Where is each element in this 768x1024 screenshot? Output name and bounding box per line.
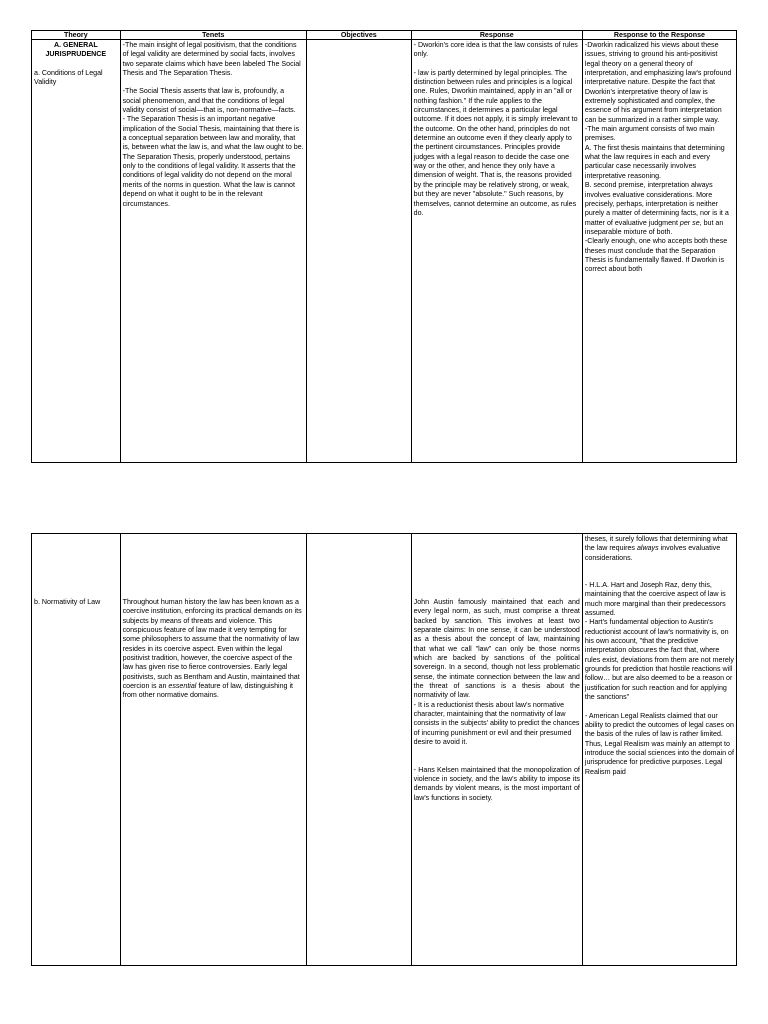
response-paragraph: John Austin famously maintained that each and every legal norm, as such, must comprise a threat backed by sanction. This involves at least two separate claims: In one sense, it can be understood as a thesis about the concept of law, maintaining that what we call "law" can only be those norms which are backed by sanctions of the political sovereign. In a second, though not less problematic sense, the intimate connection between the law and the threat of sanctions is a thesis about the normativity of law. bbox=[413, 598, 580, 700]
tenet-text: Throughout human history the law has been known as a coercive institution, enforcing its practical demands on its subjects by means of threats and violence. This conspicuous feature of law made it very tempting for some philosophers to assume that the normativity of law resides in its coercive aspect. Even within the legal positivist tradition, however, the coercive aspect of the law has given rise to fierce controversies. Early legal positivists, such as Bentham and Austin, maintained that coercion is an bbox=[122, 598, 302, 691]
rr-text: B. second premise, interpretation always involves evaluative considerations. More precisely, perhaps, interpretation is neither purely a matter of determining facts, nor is it a matter of evaluative judgment bbox=[584, 181, 729, 227]
tenet-paragraph: -The main insight of legal positivism, that the conditions of legal validity are determined by social facts, involves two separate claims which have been labeled The Social Thesis and The Separation Thesis. bbox=[122, 41, 301, 78]
response-paragraph: - Dworkin's core idea is that the law consists of rules only. bbox=[413, 41, 578, 59]
rr-paragraph: - Hart's fundamental objection to Austin's reductionist account of law's normativity is, on his own account, "that the predictive interpretation obscures the fact that, where rules exist, deviations from them are not merely grounds for prediction that hostile reactions will follow… but are also deemed to be a reason or justification for such reaction and for applying the sanctions" bbox=[584, 618, 734, 702]
response-paragraph: - law is partly determined by legal principles. The distinction between rules and principles is a logical one. Rules, Dworkin maintained, apply in an "all or nothing fashion." If the rule applies to the circumstances, it determines a particular legal outcome. If it does not apply, it is simply irrelevant to the outcome. On the other hand, principles do not determine an outcome even if they clearly apply to the pertinent circumstances. Principles provide judges with a legal reason to decide the case one way or the other, and hence they only have a dimension of weight. That is, the reasons provided by the principle may be relatively strong, or weak, but they are never "absolute." Such reasons, by themselves, cannot determine an outcome, as rules do. bbox=[413, 68, 578, 217]
rr-paragraph: A. The first thesis maintains that determining what the law requires in each and every particular case necessarily involves interpretative reasoning. bbox=[584, 143, 725, 180]
rr-text: involves evaluative considerations. bbox=[584, 544, 721, 562]
response-paragraph: - Hans Kelsen maintained that the monopolization of violence in society, and the law's ability to impose its demands by violent means, is the most important of law's functions in society. bbox=[413, 765, 580, 802]
rr-paragraph: -The main argument consists of two main premises. bbox=[584, 125, 715, 143]
rr-paragraph: -Clearly enough, one who accepts both these theses must conclude that the Separation Thesis is fundamentally flawed. If Dworkin is correct about both bbox=[584, 237, 728, 274]
tenet-text: feature of law, distinguishing it from other normative domains. bbox=[122, 682, 294, 700]
tenet-paragraph: -The Social Thesis asserts that law is, profoundly, a social phenomenon, and that the conditions of legal validity consist of social—that is, non-normative—facts. bbox=[122, 87, 296, 115]
jurisprudence-table-2 bbox=[31, 533, 737, 966]
header-tenets: Tenets bbox=[120, 31, 306, 40]
response-to-response-cell bbox=[582, 534, 736, 966]
rr-text: theses, it surely follows that determining what the law requires bbox=[584, 535, 728, 553]
table-row bbox=[32, 40, 737, 463]
table-row bbox=[32, 534, 737, 966]
rr-paragraph bbox=[585, 535, 734, 563]
rr-italic-text: per se bbox=[679, 218, 700, 227]
response-paragraph: - It is a reductionist thesis about law's normative character, maintaining that the normativity of law consists in the subjects' ability to predict the chances of incurring punishment or evil and their presumed desire to avoid it. bbox=[413, 700, 580, 747]
tenet-paragraph bbox=[123, 598, 304, 701]
tenets-cell bbox=[120, 40, 306, 463]
rr-paragraph: - American Legal Realists claimed that our ability to predict the outcomes of legal cases on the basis of the rules of law is rather limited. Thus, Legal Realism was mainly an attempt to introduce the social sciences into the domain of jurisprudence for predictive purposes. Legal Realism paid bbox=[584, 711, 734, 776]
rr-italic-text: always bbox=[636, 544, 659, 553]
header-response-to-response: Response to the Response bbox=[582, 31, 736, 40]
tenet-paragraph: - The Separation Thesis is an important negative implication of the Social Thesis, maintaining that there is a conceptual separation between law and morality, that is, between what the law is, and what the law ought to be. The Separation Thesis, properly understood, pertains only to the conditions of legal validity. It asserts that the conditions of legal validity do not depend on the moral merits of the norms in question. What the law is cannot depend on what it ought to be in the relevant circumstances. bbox=[122, 115, 304, 208]
theory-cell bbox=[32, 534, 121, 966]
theory-subheading: b. Normativity of Law bbox=[34, 598, 101, 606]
jurisprudence-table-1 bbox=[31, 30, 737, 463]
rr-paragraph: -Dworkin radicalized his views about these issues, striving to ground his anti-positivist legal theory on a general theory of interpretation, and emphasizing law's profound interpretative nature. Despite the fact that Dworkin's interpretative theory of law is extremely sophisticated and complex, the essence of his argument from interpretation can be summarized in a rather simple way. bbox=[584, 41, 732, 124]
response-cell bbox=[411, 40, 582, 463]
tenet-italic-text: essential bbox=[168, 682, 197, 691]
header-response: Response bbox=[411, 31, 582, 40]
theory-cell bbox=[32, 40, 121, 463]
header-theory: Theory bbox=[32, 31, 121, 40]
header-objectives: Objectives bbox=[306, 31, 411, 40]
section-heading-2: JURISPRUDENCE bbox=[45, 50, 107, 59]
section-heading: A. GENERAL bbox=[53, 41, 98, 49]
objectives-cell bbox=[306, 40, 411, 463]
table-part-1 bbox=[31, 30, 737, 463]
theory-subheading: a. Conditions of Legal Validity bbox=[34, 68, 103, 87]
header-row bbox=[32, 31, 737, 40]
objectives-cell bbox=[306, 534, 411, 966]
response-cell bbox=[411, 534, 582, 966]
rr-text: , but an inseparable mixture of both. bbox=[584, 218, 724, 236]
table-part-2 bbox=[31, 533, 737, 966]
tenets-cell bbox=[120, 534, 306, 966]
response-to-response-cell bbox=[582, 40, 736, 463]
rr-paragraph bbox=[585, 181, 734, 237]
rr-paragraph: - H.L.A. Hart and Joseph Raz, deny this, maintaining that the coercive aspect of law is much more marginal than their predecessors assumed. bbox=[584, 581, 726, 618]
